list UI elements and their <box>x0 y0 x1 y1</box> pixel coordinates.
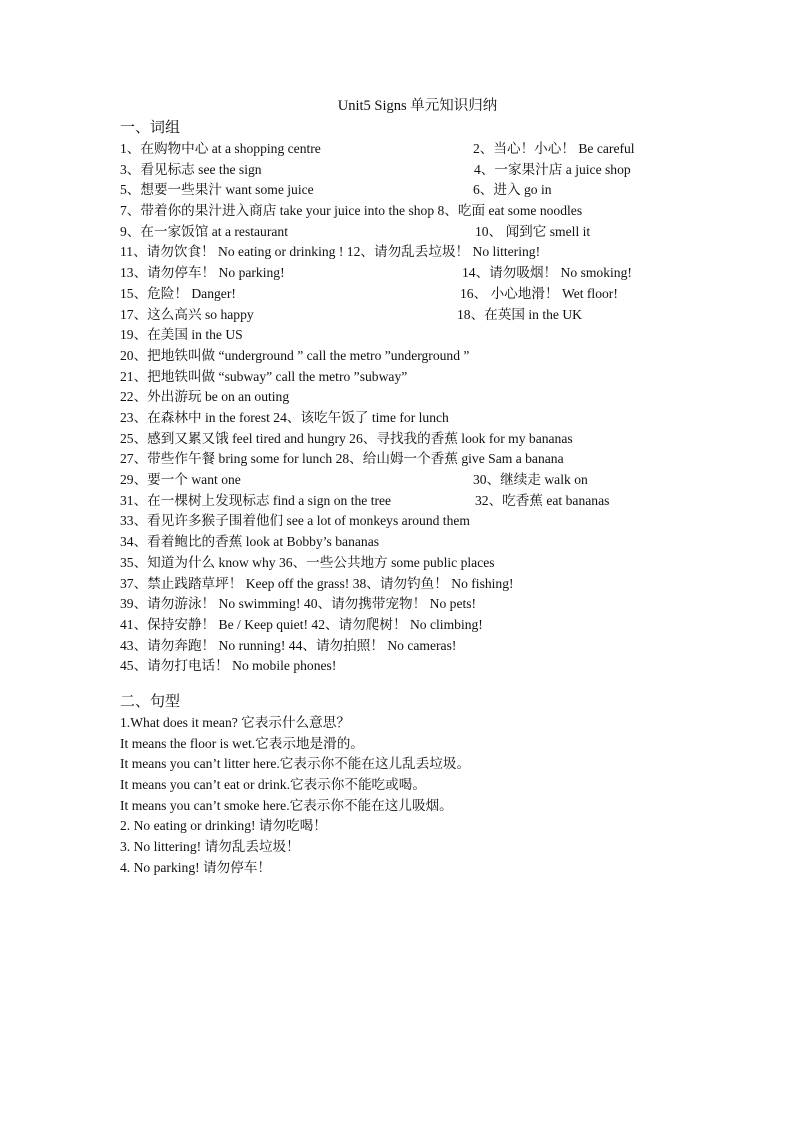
phrase-item: 14、请勿吸烟！ No smoking! <box>462 265 632 281</box>
phrase-item: 31、在一棵树上发现标志 find a sign on the tree <box>120 492 392 508</box>
phrase-item: 4、一家果汁店 a juice shop <box>474 161 631 177</box>
phrase-row <box>120 594 675 615</box>
phrase-row <box>120 387 675 408</box>
phrase-item: 21、把地铁叫做 “subway” call the metro ”subway” <box>120 368 408 384</box>
phrase-row <box>120 284 675 305</box>
spacer <box>120 677 675 691</box>
phrase-row: 27、带些作午餐 bring some for lunch 28、给山姆一个香蕉 give Sam a banana <box>120 451 564 467</box>
sentence-line: It means you can’t litter here.它表示你不能在这儿乱丢垃圾。 <box>120 756 471 772</box>
phrase-item: 39、请勿游泳！ No swimming! 40、请勿携带宠物！ No pets! <box>120 596 477 612</box>
phrase-item: 16、 小心地滑！ Wet floor! <box>460 285 618 301</box>
sentence-line: 2. No eating or drinking! 请勿吃喝！ <box>120 818 327 834</box>
phrase-item: 15、危险！ Danger! <box>120 285 236 301</box>
phrase-item: 20、把地铁叫做 “underground ” call the metro ”underground ” <box>120 347 470 363</box>
phrase-row <box>120 470 675 491</box>
sentence-list <box>120 713 675 879</box>
phrase-item: 1、在购物中心 at a shopping centre <box>120 141 321 156</box>
phrase-row: 11、请勿饮食！ No eating or drinking ! 12、请勿乱丢垃圾！ No littering! <box>120 244 541 260</box>
phrase-item: 33、看见许多猴子围着他们 see a lot of monkeys around them <box>120 513 470 529</box>
section-heading-phrases: 一、词组 <box>120 120 181 136</box>
phrase-item: 10、 闻到它 smell it <box>475 223 591 239</box>
sentence-line: It means the floor is wet.它表示地是滑的。 <box>120 735 364 751</box>
phrase-item: 41、保持安静！ Be / Keep quiet! 42、请勿爬树！ No climbing! <box>120 616 483 632</box>
phrase-row: 35、知道为什么 know why 36、一些公共地方 some public places <box>120 554 495 570</box>
sentence-line: 1.What does it mean? 它表示什么意思？ <box>120 714 350 730</box>
phrase-item: 6、进入 go in <box>473 182 552 198</box>
phrase-row <box>120 325 675 346</box>
phrase-row <box>120 346 675 367</box>
phrase-row: 25、感到又累又饿 feel tired and hungry 26、寻找我的香蕉 look for my bananas <box>120 430 573 446</box>
phrase-row <box>120 636 675 657</box>
sentence-line: It means you can’t eat or drink.它表示你不能吃或喝。 <box>120 777 426 793</box>
phrase-row <box>120 222 675 243</box>
phrase-item: 22、外出游玩 be on an outing <box>120 389 290 405</box>
phrase-item: 3、看见标志 see the sign <box>120 161 262 177</box>
phrase-list <box>120 139 675 677</box>
phrase-row: 23、在森林中 in the forest 24、该吃午饭了 time for lunch <box>120 409 449 425</box>
phrase-item: 2、当心！小心！ Be careful <box>473 141 635 156</box>
phrase-row <box>120 574 675 595</box>
phrase-item: 19、在美国 in the US <box>120 327 243 343</box>
phrase-row <box>120 656 675 677</box>
phrase-row <box>120 139 675 160</box>
phrase-row <box>120 491 675 512</box>
phrase-item: 5、想要一些果汁 want some juice <box>120 182 314 198</box>
sentence-line: It means you can’t smoke here.它表示你不能在这儿吸烟。 <box>120 797 453 813</box>
phrase-row <box>120 263 675 284</box>
phrase-item: 17、这么高兴 so happy <box>120 306 254 322</box>
phrase-item: 29、要一个 want one <box>120 472 241 488</box>
sentence-line: 4. No parking! 请勿停车！ <box>120 859 272 875</box>
page-title: Unit5 Signs 单元知识归纳 <box>337 98 498 114</box>
phrase-row <box>120 305 675 326</box>
phrase-item: 37、禁止践踏草坪！ Keep off the grass! 38、请勿钓鱼！ No fishing! <box>120 575 514 591</box>
document-page <box>120 95 675 878</box>
phrase-item: 13、请勿停车！ No parking! <box>120 265 285 281</box>
phrase-row <box>120 511 675 532</box>
phrase-item: 30、继续走 walk on <box>473 472 588 488</box>
phrase-item: 32、吃香蕉 eat bananas <box>475 492 610 508</box>
phrase-row: 7、带着你的果汁进入商店 take your juice into the shop 8、吃面 eat some noodles <box>120 203 583 219</box>
sentence-line: 3. No littering! 请勿乱丢垃圾！ <box>120 839 300 855</box>
section-heading-sentences: 二、句型 <box>120 693 181 710</box>
phrase-row <box>120 532 675 553</box>
phrase-item: 9、在一家饭馆 at a restaurant <box>120 223 288 239</box>
phrase-item: 45、请勿打电话！ No mobile phones! <box>120 658 337 674</box>
phrase-row <box>120 367 675 388</box>
phrase-item: 43、请勿奔跑！ No running! 44、请勿拍照！ No cameras! <box>120 637 457 653</box>
phrase-item: 34、看着鲍比的香蕉 look at Bobby’s bananas <box>120 534 380 550</box>
phrase-row <box>120 615 675 636</box>
phrase-row <box>120 160 675 181</box>
phrase-row <box>120 180 675 201</box>
phrase-item: 18、在英国 in the UK <box>457 306 582 322</box>
